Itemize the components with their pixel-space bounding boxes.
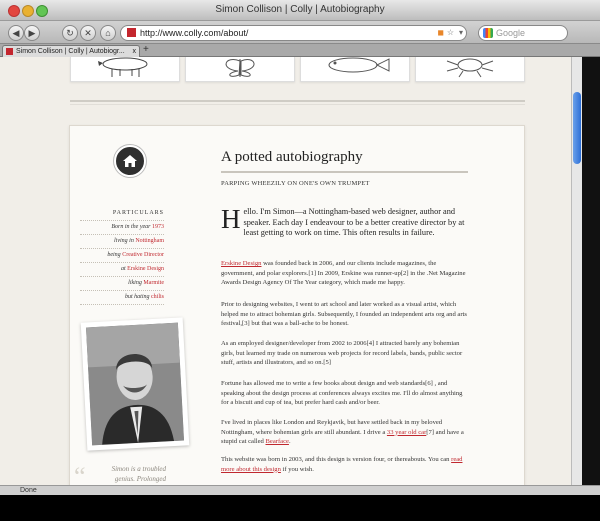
illustration-card-crab[interactable] bbox=[415, 57, 525, 82]
quote-mark-icon: “ bbox=[74, 462, 86, 485]
sidebar-quote: Simon is a troubled genius. Prolonged bbox=[111, 465, 166, 483]
particular-value-link[interactable]: Creative Director bbox=[122, 252, 164, 258]
paragraph-text: was founded back in 2006, and our clients include magazines, the government, and polar explorers.[1] In 2009, Erskine was runner-up[2] in the .Net Magazine Awards Design Agency Of The Year category, which made me happy. bbox=[221, 260, 466, 287]
page-title: A potted autobiography bbox=[221, 149, 468, 173]
address-bar[interactable] bbox=[120, 25, 467, 41]
read-more-design-link[interactable]: read more about this design bbox=[221, 456, 463, 473]
particular-value-link[interactable]: Marmite bbox=[143, 280, 164, 286]
erskine-design-link[interactable]: Erskine Design bbox=[221, 260, 262, 267]
window-edge bbox=[582, 57, 600, 485]
paragraph-text: if you wish. bbox=[280, 465, 314, 473]
intro-paragraph bbox=[221, 204, 468, 239]
scrollbar-thumb[interactable] bbox=[573, 92, 581, 164]
car-link[interactable]: 33 year old car bbox=[386, 428, 427, 436]
paragraph-lived bbox=[221, 418, 468, 447]
paragraph-books: Fortune has allowed me to write a few books about design and web standards[6] , and speaking about the design process at conferences always excites me. I'll do almost anything for a biscuit and cup of tea, but prefer hard cash and/or beer. bbox=[221, 380, 463, 407]
browser-toolbar bbox=[0, 21, 600, 44]
home-icon bbox=[122, 153, 138, 169]
paragraph-art-school: Prior to designing websites, I went to art school and later worked as a visual artist, which helped me to attract bohemian girls. Subsequently, I founded an independent arts org and arts festival,[3] but that was a ball-ache to be honest. bbox=[221, 301, 467, 328]
particulars-heading: PARTICULARS bbox=[80, 210, 164, 221]
particular-value: 1973 bbox=[152, 224, 164, 230]
stop-button[interactable]: ✕ bbox=[80, 25, 96, 41]
forward-button[interactable]: ▶ bbox=[24, 25, 40, 41]
bearface-link[interactable]: Bearface bbox=[265, 438, 289, 446]
crab-illustration-icon bbox=[435, 57, 505, 79]
paragraph-text: This website was born in 2003, and this design is version four, or thereabouts. You can bbox=[221, 456, 452, 463]
particular-hating bbox=[80, 291, 164, 305]
illustration-card-pig[interactable] bbox=[70, 57, 180, 82]
particular-label: being bbox=[107, 252, 121, 258]
page-subtitle: PARPING WHEEZILY ON ONE'S OWN TRUMPET bbox=[221, 180, 370, 187]
paragraph-erskine bbox=[221, 259, 468, 288]
illustration-card-fish[interactable] bbox=[300, 57, 410, 82]
particular-value-link[interactable]: Nottingham bbox=[135, 238, 164, 244]
address-url: http://www.colly.com/about/ bbox=[140, 28, 249, 38]
butterfly-illustration-icon bbox=[205, 57, 275, 79]
paragraph-text: I've lived in places like London and Reykjavik, but have settled back in my beloved Nottingham, where bohemian girls are still abundant. I drive a bbox=[221, 419, 443, 436]
search-engine-icon[interactable] bbox=[483, 28, 493, 38]
pig-illustration-icon bbox=[90, 57, 160, 79]
portrait-image bbox=[86, 323, 184, 446]
rss-icon[interactable]: ◼ bbox=[437, 28, 444, 37]
illustration-card-butterfly[interactable] bbox=[185, 57, 295, 82]
portrait-photo bbox=[81, 317, 190, 450]
particular-label: living in bbox=[113, 238, 134, 244]
particular-label: but hating bbox=[124, 294, 150, 300]
section-divider bbox=[70, 100, 525, 102]
portrait-figure-icon bbox=[86, 323, 184, 446]
tab-label: Simon Collison | Colly | Autobiogr... bbox=[16, 48, 125, 55]
search-input[interactable] bbox=[478, 25, 568, 41]
particular-living bbox=[80, 235, 164, 249]
fish-illustration-icon bbox=[315, 57, 395, 79]
particular-value-link[interactable]: chilis bbox=[151, 294, 164, 300]
status-text: Done bbox=[20, 487, 37, 494]
screen-background bbox=[0, 495, 600, 521]
particular-at bbox=[80, 263, 164, 277]
tab-autobiography[interactable] bbox=[2, 45, 140, 57]
particular-label: Born in the year bbox=[111, 224, 151, 230]
article bbox=[221, 149, 468, 473]
intro-text: ello. I'm Simon—a Nottingham-based web designer, author and speaker. Each day I endeavour to be a better creative director by at least getting to work on time. This often results in failure. bbox=[243, 207, 465, 237]
tab-close-icon[interactable]: x bbox=[132, 48, 136, 55]
home-button[interactable]: ⌂ bbox=[100, 25, 116, 41]
drop-cap: H bbox=[221, 204, 241, 234]
particular-label: liking bbox=[128, 280, 142, 286]
paragraph-text: . bbox=[288, 438, 291, 446]
particular-being bbox=[80, 249, 164, 263]
title-bar bbox=[0, 0, 600, 21]
reload-button[interactable]: ↻ bbox=[62, 25, 78, 41]
tab-strip bbox=[0, 44, 600, 57]
bookmark-star-icon[interactable]: ☆ bbox=[446, 28, 454, 37]
window-title: Simon Collison | Colly | Autobiography bbox=[215, 4, 385, 15]
page-viewport[interactable] bbox=[0, 57, 571, 485]
tab-favicon-icon bbox=[6, 48, 13, 55]
home-link[interactable] bbox=[114, 145, 146, 177]
particulars-sidebar bbox=[80, 210, 164, 305]
particular-label: at bbox=[121, 266, 126, 272]
status-bar bbox=[0, 485, 600, 495]
particular-liking bbox=[80, 277, 164, 291]
search-placeholder: Google bbox=[496, 28, 526, 38]
paragraph-website bbox=[221, 455, 468, 474]
particular-value-link[interactable]: Erskine Design bbox=[127, 266, 164, 272]
new-tab-button[interactable]: + bbox=[143, 44, 149, 55]
back-button[interactable]: ◀ bbox=[8, 25, 24, 41]
site-favicon-icon bbox=[127, 28, 136, 37]
section-divider-thin bbox=[70, 104, 525, 105]
dropdown-chevron-icon[interactable]: ▾ bbox=[458, 28, 463, 37]
particular-born bbox=[80, 221, 164, 235]
paragraph-text: [7] and have a stupid cat called bbox=[221, 428, 464, 446]
paragraph-employed: As an employed designer/developer from 2002 to 2006[4] I attracted barely any bohemian girls, but learned my trade on numerous web projects for record labels, bands, public sector stuff, artists and illustrators, and so on.[5] bbox=[221, 340, 463, 367]
